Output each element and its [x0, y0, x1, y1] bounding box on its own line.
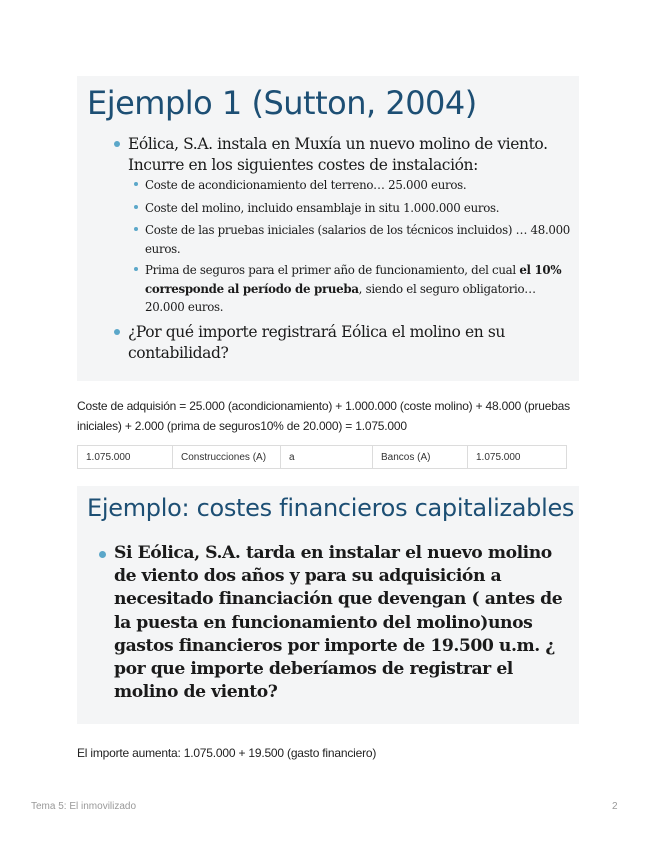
sub-bullet-text: Coste de las pruebas iniciales (salarios de los técnicos incluidos) … 48.000 euros. [145, 223, 571, 256]
result-note: El importe aumenta: 1.075.000 + 19.500 (gasto financiero) [77, 746, 377, 760]
emphasis-text: el 10% corresponde al período de prueba [145, 263, 562, 296]
bullet-dot-icon [134, 267, 138, 271]
calculation-note: Coste de adquisión = 25.000 (acondicionamiento) + 1.000.000 (coste molino) + 48.000 (pruebas iniciales) + 2.000 (prima de seguros10% de 20.000) = 1.075.000 [77, 399, 570, 433]
sub-bullet-item [134, 176, 574, 195]
text-part: , siendo el seguro obligatorio… 20.000 euros. [145, 281, 536, 314]
bullet-dot-icon [134, 182, 138, 186]
bullet-dot-icon [134, 205, 138, 209]
credit-amount-cell: 1.075.000 [468, 446, 567, 469]
debit-amount-cell: 1.075.000 [78, 446, 173, 469]
sub-bullet-item [134, 261, 574, 317]
bullet-dot-icon [114, 329, 120, 335]
sub-bullet-text: Coste del molino, incluido ensamblaje in situ 1.000.000 euros. [145, 201, 500, 215]
bullet-item [114, 134, 574, 176]
debit-account-cell: Construcciones (A) [173, 446, 281, 469]
connector-cell: a [281, 446, 373, 469]
sub-bullet-text: Coste de acondicionamiento del terreno… 25.000 euros. [145, 178, 467, 192]
sub-bullet-text [145, 261, 574, 317]
bullet-item [99, 542, 574, 704]
slide-financial-costs [77, 486, 579, 724]
text-part: Prima de seguros para el primer año de funcionamiento, del cual [145, 263, 520, 277]
slide-title: Ejemplo: costes financieros capitalizables [87, 494, 575, 522]
sub-bullet-item [134, 199, 574, 218]
bullet-text: Si Eólica, S.A. tarda en instalar el nuevo molino de viento dos años y para su adquisición a necesitado financiación que devengan ( antes de la puesta en funcionamiento del molino)unos gastos financieros por importe de 19.500 u.m. ¿ por que importe deberíamos de registrar el molino de viento? [114, 543, 563, 703]
page-number: 2 [612, 801, 618, 812]
bullet-dot-icon [134, 227, 138, 231]
bullet-text: Eólica, S.A. instala en Muxía un nuevo molino de viento. Incurre en los siguientes costes de instalación: [128, 135, 548, 174]
table-row [78, 446, 567, 469]
bullet-dot-icon [99, 551, 106, 558]
bullet-text: ¿Por qué importe registrará Eólica el molino en su contabilidad? [128, 323, 505, 362]
credit-account-cell: Bancos (A) [373, 446, 468, 469]
journal-entry-table [77, 445, 567, 469]
bullet-item [114, 322, 574, 364]
sub-bullet-item [134, 221, 574, 258]
slide-title: Ejemplo 1 (Sutton, 2004) [87, 84, 477, 122]
bullet-dot-icon [114, 141, 120, 147]
slide-example-1 [77, 76, 579, 381]
footer-section-title: Tema 5: El inmovilizado [31, 801, 137, 812]
